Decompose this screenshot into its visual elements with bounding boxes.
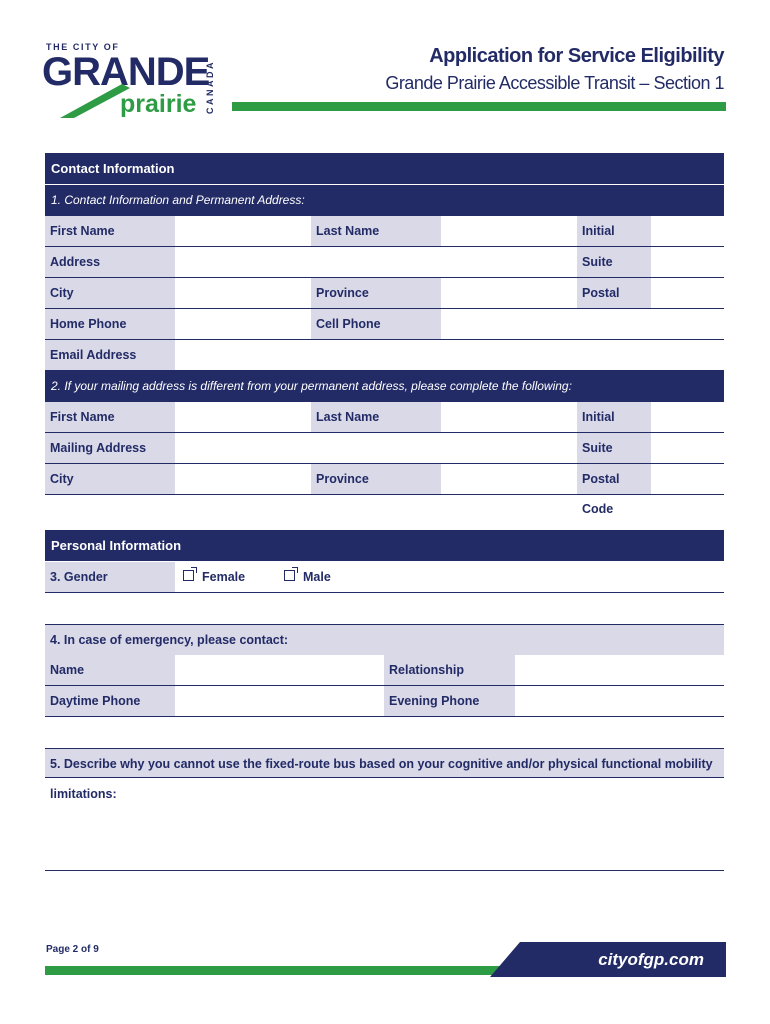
question-1: 1. Contact Information and Permanent Address: — [45, 185, 724, 216]
male-checkbox[interactable] — [284, 570, 295, 581]
city-field[interactable] — [175, 278, 311, 308]
footer-website-link[interactable]: cityofgp.com — [598, 950, 704, 969]
initial-label: Initial — [577, 216, 651, 246]
suite-label: Suite — [577, 247, 651, 277]
logo-prairie-text: prairie — [120, 90, 197, 118]
last-name-label: Last Name — [311, 216, 441, 246]
contact-heading: Contact Information — [45, 153, 724, 184]
address-field[interactable] — [175, 247, 577, 277]
question-4-row — [45, 624, 724, 656]
suite-field[interactable] — [651, 247, 724, 277]
last-name-field[interactable] — [441, 216, 577, 246]
gender-row — [45, 562, 724, 593]
question-5: 5. Describe why you cannot use the fixed-route bus based on your cognitive and/or physical functional mobility limitations: — [45, 748, 724, 778]
question-4: 4. In case of emergency, please contact: — [45, 625, 724, 655]
address-label: Address — [45, 247, 175, 277]
phone-row — [45, 309, 724, 340]
mailing-postal-code-field[interactable] — [651, 464, 724, 494]
mailing-last-name-label: Last Name — [311, 402, 441, 432]
personal-heading: Personal Information — [45, 530, 724, 561]
relationship-field[interactable] — [515, 655, 724, 685]
emergency-name-field[interactable] — [175, 655, 384, 685]
emergency-name-label: Name — [45, 655, 175, 685]
mailing-initial-field[interactable] — [651, 402, 724, 432]
mailing-city-label: City — [45, 464, 175, 494]
first-name-label: First Name — [45, 216, 175, 246]
mailing-postal-code-label: Postal Code — [577, 464, 651, 494]
header-rule — [232, 102, 726, 111]
name-row — [45, 216, 724, 247]
postal-code-label: Postal — [577, 278, 651, 308]
email-field[interactable] — [175, 340, 724, 370]
daytime-phone-label: Daytime Phone — [45, 686, 175, 716]
cell-phone-label: Cell Phone — [311, 309, 441, 339]
city-row — [45, 278, 724, 309]
mailing-suite-label: Suite — [577, 433, 651, 463]
email-label: Email Address — [45, 340, 175, 370]
mailing-province-field[interactable] — [441, 464, 577, 494]
page-number: Page 2 of 9 — [46, 944, 99, 955]
province-label: Province — [311, 278, 441, 308]
relationship-label: Relationship — [384, 655, 515, 685]
emergency-phone-row — [45, 686, 724, 717]
gender-label: 3. Gender — [45, 562, 175, 592]
email-row — [45, 340, 724, 371]
female-label: Female — [202, 570, 246, 584]
mailing-name-row — [45, 402, 724, 433]
mailing-last-name-field[interactable] — [441, 402, 577, 432]
evening-phone-label: Evening Phone — [384, 686, 515, 716]
logo-top-text: THE CITY OF — [46, 42, 120, 52]
mailing-city-field[interactable] — [175, 464, 311, 494]
footer-rule — [45, 966, 500, 975]
mailing-province-label: Province — [311, 464, 441, 494]
city-logo — [42, 42, 232, 122]
first-name-field[interactable] — [175, 216, 311, 246]
cell-phone-field[interactable] — [441, 309, 724, 339]
mailing-address-row — [45, 433, 724, 464]
document-title: Application for Service Eligibility — [429, 45, 724, 67]
question-2: 2. If your mailing address is different from your permanent address, please complete the following: — [45, 371, 724, 402]
mailing-address-label: Mailing Address — [45, 433, 175, 463]
mailing-suite-field[interactable] — [651, 433, 724, 463]
answer-line — [45, 870, 724, 871]
logo-grande-text: GRANDE — [42, 50, 210, 94]
question-5-answer-area[interactable] — [45, 780, 724, 870]
mailing-initial-label: Initial — [577, 402, 651, 432]
logo-country-text: CANADA — [205, 60, 215, 114]
home-phone-label: Home Phone — [45, 309, 175, 339]
home-phone-field[interactable] — [175, 309, 311, 339]
evening-phone-field[interactable] — [515, 686, 724, 716]
postal-code-field[interactable] — [651, 278, 724, 308]
gender-options — [175, 562, 724, 592]
province-field[interactable] — [441, 278, 577, 308]
initial-field[interactable] — [651, 216, 724, 246]
mailing-first-name-field[interactable] — [175, 402, 311, 432]
mailing-city-row — [45, 464, 724, 516]
address-row — [45, 247, 724, 278]
document-subtitle: Grande Prairie Accessible Transit – Section 1 — [385, 73, 724, 93]
mailing-first-name-label: First Name — [45, 402, 175, 432]
male-label: Male — [303, 570, 331, 584]
female-checkbox[interactable] — [183, 570, 194, 581]
emergency-name-row — [45, 655, 724, 686]
mailing-address-field[interactable] — [175, 433, 577, 463]
city-label: City — [45, 278, 175, 308]
daytime-phone-field[interactable] — [175, 686, 384, 716]
